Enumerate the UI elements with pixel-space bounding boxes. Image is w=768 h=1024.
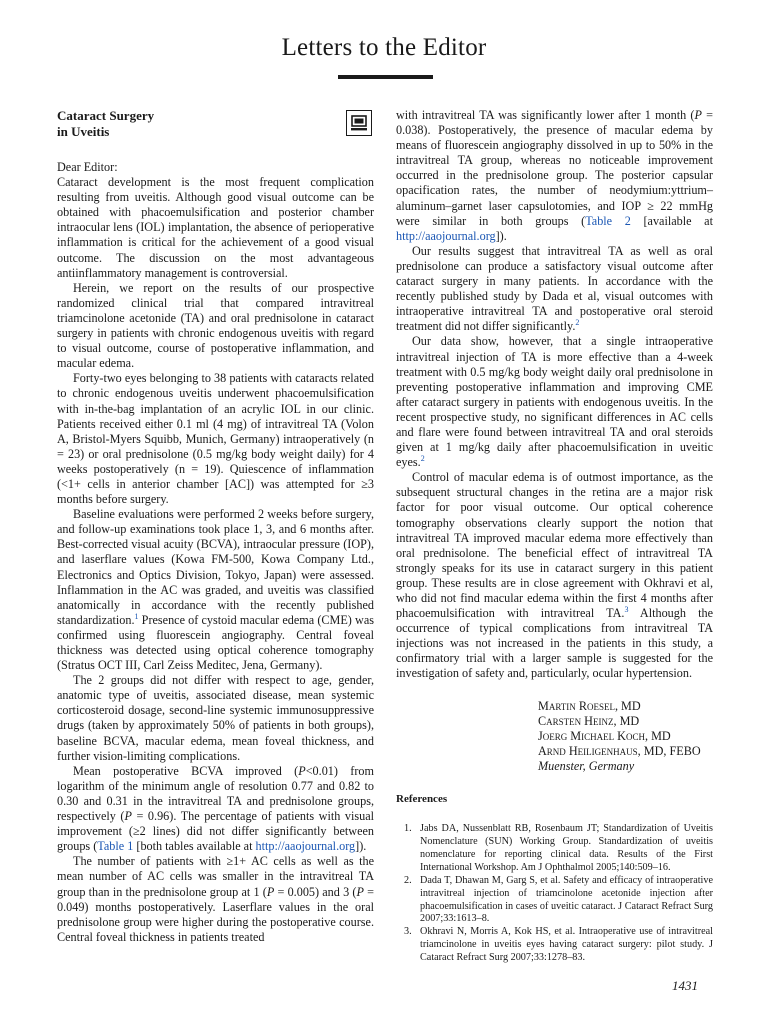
reference-item — [396, 926, 713, 965]
author-name: Joerg Michael Koch, MD — [538, 728, 671, 743]
aaojournal-link[interactable]: http://aaojournal.org — [396, 228, 496, 243]
paragraph-text: = 0.005) and 3 ( — [274, 884, 357, 899]
paragraph-text: = 0.049) months postoperatively. Laserflare values in the oral prednisolone group were higher during the postoperative course. Central foveal thickness in patients treated — [57, 884, 374, 944]
author-signature — [396, 699, 713, 774]
reference-text: Jabs DA, Nussenblatt RB, Rosenbaum JT; Standardization of Uveitis Nomenclature (SUN) Working Group. Standardization of uveitis nomenclature for reporting clinical data. Results of the First International Workshop. Am J Ophthalmol 2005;140:509–16. — [420, 823, 713, 873]
paragraph-text: ]). — [355, 839, 367, 854]
article-title — [57, 108, 297, 140]
paragraph — [57, 764, 374, 855]
left-column — [57, 108, 374, 945]
table-2-link[interactable]: Table 2 — [585, 213, 631, 228]
header-rule — [338, 75, 433, 79]
page-number: 1431 — [672, 978, 698, 993]
paragraph-text: Our data show, however, that a single intraoperative intravitreal injection of TA is more effective than a 4-week treatment with 0.5 mg/kg body weight daily oral prednisolone in preventing postoperative inflammation and improving CME after cataract surgery in patients with endogenous uveitis. In the recent prospective study, no significant differences in AC cells and flare were found between intravitreal TA and oral steroids given at 1 mg/kg daily after phacoemulsification in uveitic eyes. — [396, 334, 713, 470]
journal-header-title: Letters to the Editor — [281, 34, 487, 61]
p-symbol: P — [298, 763, 306, 778]
paragraph-text: ]). — [495, 228, 507, 243]
right-column — [396, 108, 713, 965]
author-name: Carsten Heinz, MD — [538, 713, 640, 728]
paragraph — [57, 854, 374, 945]
article-title-line1: Cataract Surgery — [57, 108, 155, 123]
paragraph — [396, 334, 713, 470]
paragraph — [396, 470, 713, 681]
paragraph-text: The number of patients with ≥1+ AC cells as well as the mean number of AC cells was smaller in the intravitreal TA group than in the prednisolone group at 1 ( — [57, 854, 374, 899]
reference-text: Okhravi N, Morris A, Kok HS, et al. Intraoperative use of intravitreal triamcinolone in uveitis eyes having cataract surgery: pilot study. J Cataract Refract Surg 2007;33:1278–83. — [420, 926, 713, 964]
reference-number: 1. — [404, 823, 412, 835]
paragraph-text: = 0.96). The percentage of patients with visual improvement (≥2 lines) did not differ significantly between groups ( — [57, 809, 375, 854]
p-symbol: P — [356, 884, 364, 899]
citation-link[interactable]: 2 — [575, 318, 580, 328]
references-heading: References — [396, 793, 448, 806]
paragraph-text: Although the occurrence of typical complications from intravitreal TA injections was not increased in the patients in this study, a confirmatory trial with a larger sample is suggested for the investigation of safety and, particularly, ocular hypertension. — [396, 606, 713, 681]
author-name: Martin Roesel, MD — [538, 698, 641, 713]
author-name — [538, 744, 713, 759]
reference-number: 2. — [404, 874, 412, 886]
citation-link[interactable]: 2 — [420, 454, 425, 464]
paragraph-text: [available at — [630, 213, 713, 228]
paragraph: Herein, we report on the results of our prospective randomized clinical trial that compared intravitreal triamcinolone acetonide (TA) and oral prednisolone in cataract surgery in patients with chronic endogenous uveitis with regard to visual outcome, course of postoperative inflammation, and macular edema. — [57, 280, 374, 371]
citation-link[interactable]: 1 — [134, 611, 139, 621]
author-name-text: Arnd Heiligenhaus — [538, 743, 638, 758]
paragraph: Forty-two eyes belonging to 38 patients with cataracts related to chronic endogenous uveitis underwent phacoemulsification with in-the-bag implantation of an acrylic IOL in our clinic. Patients received either 0.1 ml (4 mg) of intravitreal TA (Volon A, Bristol-Myers Squibb, Munich, Germany) intraoperatively (n = 23) or oral prednisolone (0.5 mg/kg body weight daily) for 4 weeks postoperatively (n = 19). Quiescence of inflammation (<1+ cells in anterior chamber [AC]) was attempted for ≥3 months before surgery. — [57, 371, 374, 507]
salutation: Dear Editor: — [57, 160, 118, 174]
paragraph-text: Baseline evaluations were performed 2 weeks before surgery, and follow-up examinations took place 1, 3, and 6 months after. Best-corrected visual acuity (BCVA), intraocular pressure (IOP), and laserflare values (Kowa FM-500, Kowa Company Ltd., Electronics and Optics Division, Tokyo, Japan) were assessed. Inflammation in the AC was graded, and uveitis was classified anatomically in accordance with the recently published standardization. — [57, 507, 374, 627]
reference-item — [396, 823, 713, 875]
p-symbol: P — [124, 809, 132, 824]
paragraph-text: Mean postoperative BCVA improved ( — [73, 763, 299, 778]
author-degree: , MD, FEBO — [637, 743, 701, 758]
paragraph — [396, 108, 713, 244]
paragraph — [396, 244, 713, 335]
paragraph-text: Control of macular edema is of outmost importance, as the subsequent structural changes in the retina are a major risk factor for poor visual outcome. Our optical coherence tomography observations clearly support the notion that intravitreal TA improved macular edema more effectively than oral prednisolone. The beneficial effect of intravitreal TA strongly speaks for its use in cataract surgery in this patient group. These results are in close agreement with Okhravi et al, who did not find macular edema within the first 4 months after phacoemulsification with intravitreal TA. — [396, 470, 713, 621]
paragraph-text: Our results suggest that intravitreal TA as well as oral prednisolone can produce a satisfactory visual outcome after cataract surgery in many patients. In accordance with the recently published study by Dada et al, visual outcomes with intraoperative intravitreal TA and postoperative oral steroid treatment did not differ significantly. — [396, 243, 713, 334]
paragraph: The 2 groups did not differ with respect to age, gender, anatomic type of uveitis, associated disease, mean systemic corticosteroid dosage, second-line systemic immunosuppressive drugs (taken by approximately 50% of patients in both groups), baseline BCVA, macular edema, mean foveal thickness, and further vision-limiting complications. — [57, 673, 374, 763]
paragraph — [57, 507, 374, 673]
reference-number: 3. — [404, 926, 412, 938]
paragraph-text: [both tables available at — [133, 839, 256, 854]
aaojournal-link[interactable]: http://aaojournal.org — [255, 839, 356, 854]
author-location: Muenster, Germany — [538, 758, 635, 773]
references-list — [396, 823, 713, 965]
reference-item — [396, 875, 713, 927]
table-1-link[interactable]: Table 1 — [97, 839, 134, 854]
paragraph-text: = 0.038). Postoperatively, the presence of macular edema by means of fluorescein angiography dissolved in up to 50% in the intravitreal TA group, whereas no noticeable improvement occurred in the prednisolone group. The posterior capsular opacification rates, the number of neodymium:yttrium–aluminum–garnet laser capsulotomies, and IOP ≥ 22 mmHg were similar in both groups ( — [396, 108, 714, 228]
citation-link[interactable]: 3 — [624, 605, 629, 615]
paragraph-text: with intravitreal TA was significantly lower after 1 month ( — [396, 108, 695, 122]
paragraph-text: Presence of cystoid macular edema (CME) was confirmed using fluorescein angiography. Central foveal thickness was detected using optical coherence tomography (Stratus OCT III, Carl Zeiss Meditec, Jena, Germany). — [57, 612, 374, 673]
reference-text: Dada T, Dhawan M, Garg S, et al. Safety and efficacy of intraoperative intravitreal injection of triamcinolone acetonide injection after phacoemulsification in cases of uveitic cataract. J Cataract Refract Surg 2007;33:1613–8. — [420, 874, 713, 925]
p-symbol: P — [266, 884, 275, 899]
p-symbol: P — [694, 108, 702, 122]
paragraph: Cataract development is the most frequent complication resulting from uveitis. Although good visual outcome can be obtained with phacoemulsification and posterior chamber intraocular lens (IOL) implantation, the absence of perioperative inflammation is critical for the achievement of a good visual outcome. The discussion on the most advantageous antiinflammatory management is controversial. — [57, 175, 374, 280]
article-title-line2: in Uveitis — [57, 124, 110, 139]
paragraph-text: <0.01) from logarithm of the minimum angle of resolution 0.77 and 0.82 to 0.30 and 0.31 in the intravitreal TA and prednisolone groups, respectively ( — [57, 763, 374, 824]
